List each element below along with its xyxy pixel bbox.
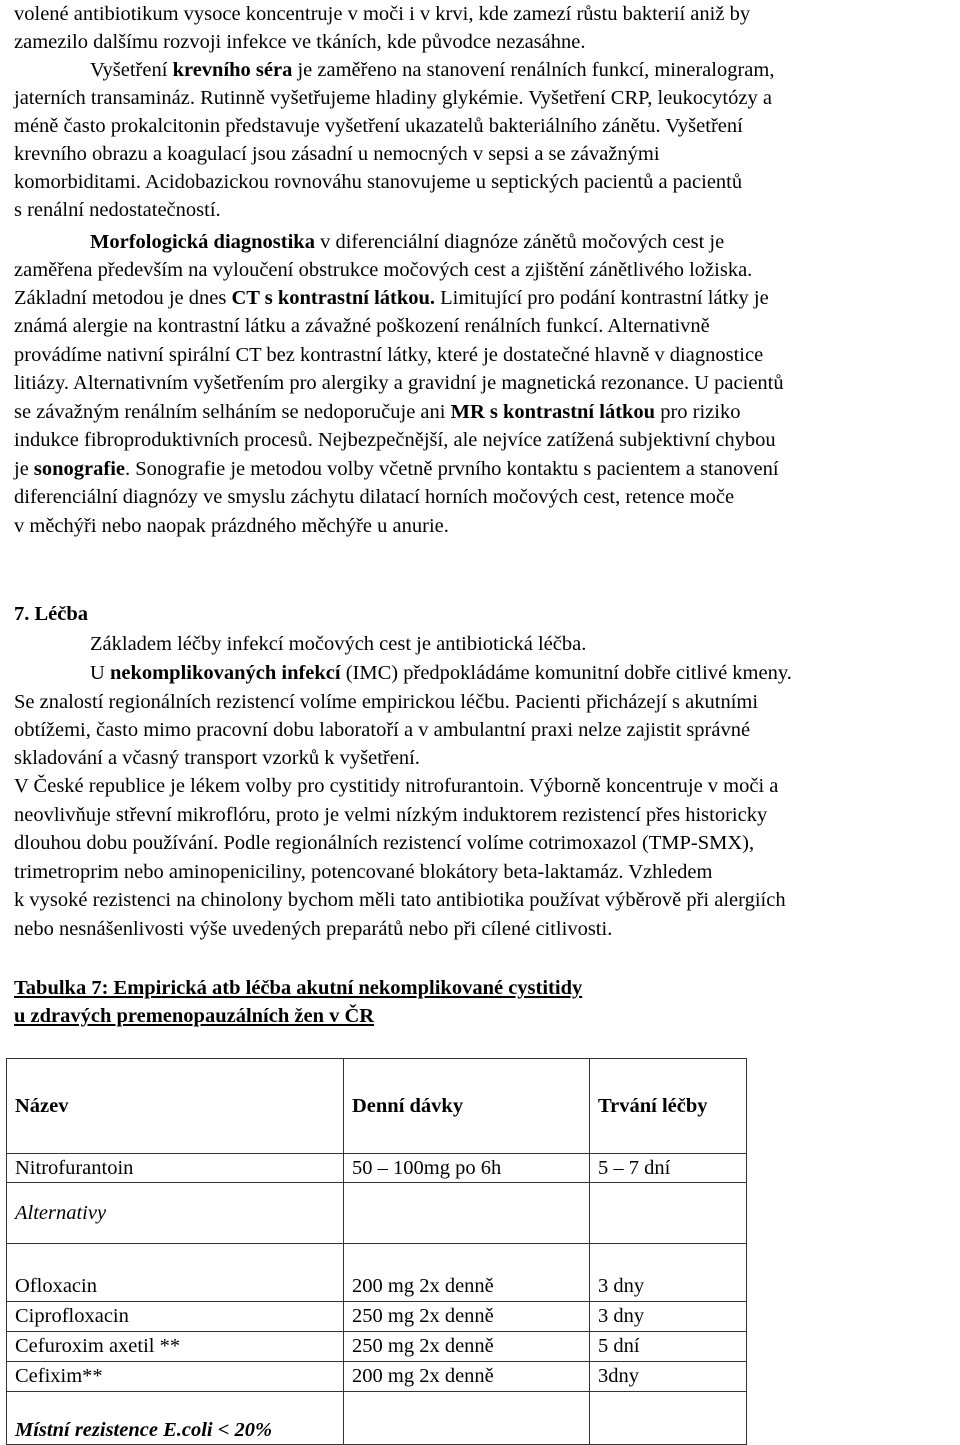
text-line: U nekomplikovaných infekcí (IMC) předpokládáme komunitní dobře citlivé kmeny. xyxy=(90,662,792,684)
table-caption: u zdravých premenopauzálních žen v ČR xyxy=(14,1005,375,1027)
table-row xyxy=(7,1302,747,1332)
table-cell: Cefixim** xyxy=(7,1362,344,1392)
table-row xyxy=(7,1392,747,1445)
text-line: neovlivňuje střevní mikroflóru, proto je velmi nízkým induktorem rezistencí přes historicky xyxy=(14,804,768,826)
table-row xyxy=(7,1332,747,1362)
text-line: komorbiditami. Acidobazickou rovnováhu stanovujeme u septických pacientů a pacientů xyxy=(14,171,743,193)
text-line: méně často prokalcitonin představuje vyšetření ukazatelů bakteriálního zánětu. Vyšetření xyxy=(14,115,743,137)
text-line: zaměřena především na vyloučení obstrukce močových cest a zjištění zánětlivého ložiska. xyxy=(14,259,753,281)
table-cell xyxy=(344,1392,590,1445)
table-row xyxy=(7,1154,747,1183)
table-header-row xyxy=(7,1059,747,1154)
text-line: litiázy. Alternativním vyšetřením pro alergiky a gravidní je magnetická rezonance. U pacientů xyxy=(14,372,784,394)
table-cell: 200 mg 2x denně xyxy=(344,1244,590,1302)
table-cell: Ciprofloxacin xyxy=(7,1302,344,1332)
footer-label: Místní rezistence E.coli < 20% xyxy=(7,1392,344,1445)
table-row xyxy=(7,1244,747,1302)
table-cell: 3 dny xyxy=(590,1302,747,1332)
table-cell: 5 dní xyxy=(590,1332,747,1362)
table-cell: 200 mg 2x denně xyxy=(344,1362,590,1392)
bold-term: CT s kontrastní látkou. xyxy=(231,287,436,309)
text-line: Vyšetření krevního séra je zaměřeno na stanovení renálních funkcí, mineralogram, xyxy=(90,59,775,81)
text-line: s renální nedostatečností. xyxy=(14,199,221,221)
text-line: dlouhou dobu používání. Podle regionálních rezistencí volíme cotrimoxazol (TMP-SMX), xyxy=(14,832,755,854)
text-line: krevního obrazu a koagulací jsou zásadní u nemocných v sepsi a se závažnými xyxy=(14,143,660,165)
table-cell: 250 mg 2x denně xyxy=(344,1302,590,1332)
text-line: se závažným renálním selháním se nedoporučuje ani MR s kontrastní látkou pro riziko xyxy=(14,401,741,423)
header-cell: Trvání léčby xyxy=(590,1059,747,1154)
text-line: skladování a včasný transport vzorků k vyšetření. xyxy=(14,747,420,769)
text-line: nebo nesnášenlivosti výše uvedených preparátů nebo při cílené citlivosti. xyxy=(14,918,613,940)
table-cell xyxy=(590,1392,747,1445)
bold-term: nekomplikovaných infekcí xyxy=(109,662,341,684)
table-cell: 5 – 7 dní xyxy=(590,1154,747,1183)
table-cell: 3dny xyxy=(590,1362,747,1392)
text-line: k vysoké rezistenci na chinolony bychom měli tato antibiotika používat výběrově při alergiích xyxy=(14,889,786,911)
table-cell: Ofloxacin xyxy=(7,1244,344,1302)
table-caption: Tabulka 7: Empirická atb léčba akutní nekomplikované cystitidy xyxy=(14,977,583,999)
text-line: provádíme nativní spirální CT bez kontrastní látky, které je dostatečné hlavně v diagnostice xyxy=(14,344,764,366)
text-line: Se znalostí regionálních rezistencí volíme empirickou léčbu. Pacienti přicházejí s akutními xyxy=(14,691,759,713)
table-row xyxy=(7,1183,747,1244)
table-row xyxy=(7,1362,747,1392)
section-heading: 7. Léčba xyxy=(14,603,89,625)
table-cell: Nitrofurantoin xyxy=(7,1154,344,1183)
text-line: Morfologická diagnostika v diferenciální diagnóze zánětů močových cest je xyxy=(90,231,725,253)
text-line: jaterních transamináz. Rutinně vyšetřujeme hladiny glykémie. Vyšetření CRP, leukocytózy a xyxy=(14,87,772,109)
header-cell: Denní dávky xyxy=(344,1059,590,1154)
drug-table xyxy=(6,1058,747,1445)
table-cell xyxy=(344,1183,590,1244)
text-line: Základem léčby infekcí močových cest je antibiotická léčba. xyxy=(90,633,587,655)
table-cell: 250 mg 2x denně xyxy=(344,1332,590,1362)
text-line: je sonografie. Sonografie je metodou volby včetně prvního kontaktu s pacientem a stanovení xyxy=(14,458,779,480)
bold-term: sonografie xyxy=(33,458,126,480)
bold-term: krevního séra xyxy=(172,59,293,81)
text-line: volené antibiotikum vysoce koncentruje v moči i v krvi, kde zamezí růstu bakterií aniž by xyxy=(14,3,751,25)
table-cell xyxy=(590,1183,747,1244)
text-line: diferenciální diagnózy ve smyslu záchytu dilatací horních močových cest, retence moče xyxy=(14,486,735,508)
header-cell: Název xyxy=(7,1059,344,1154)
text-line: obtížemi, často mimo pracovní dobu laboratoří a v ambulantní praxi nelze zajistit správné xyxy=(14,719,751,741)
table-cell: Cefuroxim axetil ** xyxy=(7,1332,344,1362)
text-line: V České republice je lékem volby pro cystitidy nitrofurantoin. Výborně koncentruje v moči a xyxy=(14,775,779,797)
text-line: Základní metodou je dnes CT s kontrastní látkou. Limitující pro podání kontrastní látky je xyxy=(14,287,769,309)
alternatives-label: Alternativy xyxy=(7,1183,344,1244)
text-line: indukce fibroproduktivních procesů. Nejbezpečnější, ale nejvíce zatížená subjektivní chybou xyxy=(14,429,776,451)
table-cell: 3 dny xyxy=(590,1244,747,1302)
table-cell: 50 – 100mg po 6h xyxy=(344,1154,590,1183)
text-line: trimetroprim nebo aminopeniciliny, potencované blokátory beta-laktamáz. Vzhledem xyxy=(14,861,713,883)
text-line: zamezilo dalšímu rozvoji infekce ve tkáních, kde původce nezasáhne. xyxy=(14,31,586,53)
text-line: známá alergie na kontrastní látku a závažné poškození renálních funkcí. Alternativně xyxy=(14,315,710,337)
text-line: v měchýři nebo naopak prázdného měchýře u anurie. xyxy=(14,515,449,537)
bold-term: MR s kontrastní látkou xyxy=(450,401,656,423)
bold-term: Morfologická diagnostika xyxy=(90,231,315,253)
